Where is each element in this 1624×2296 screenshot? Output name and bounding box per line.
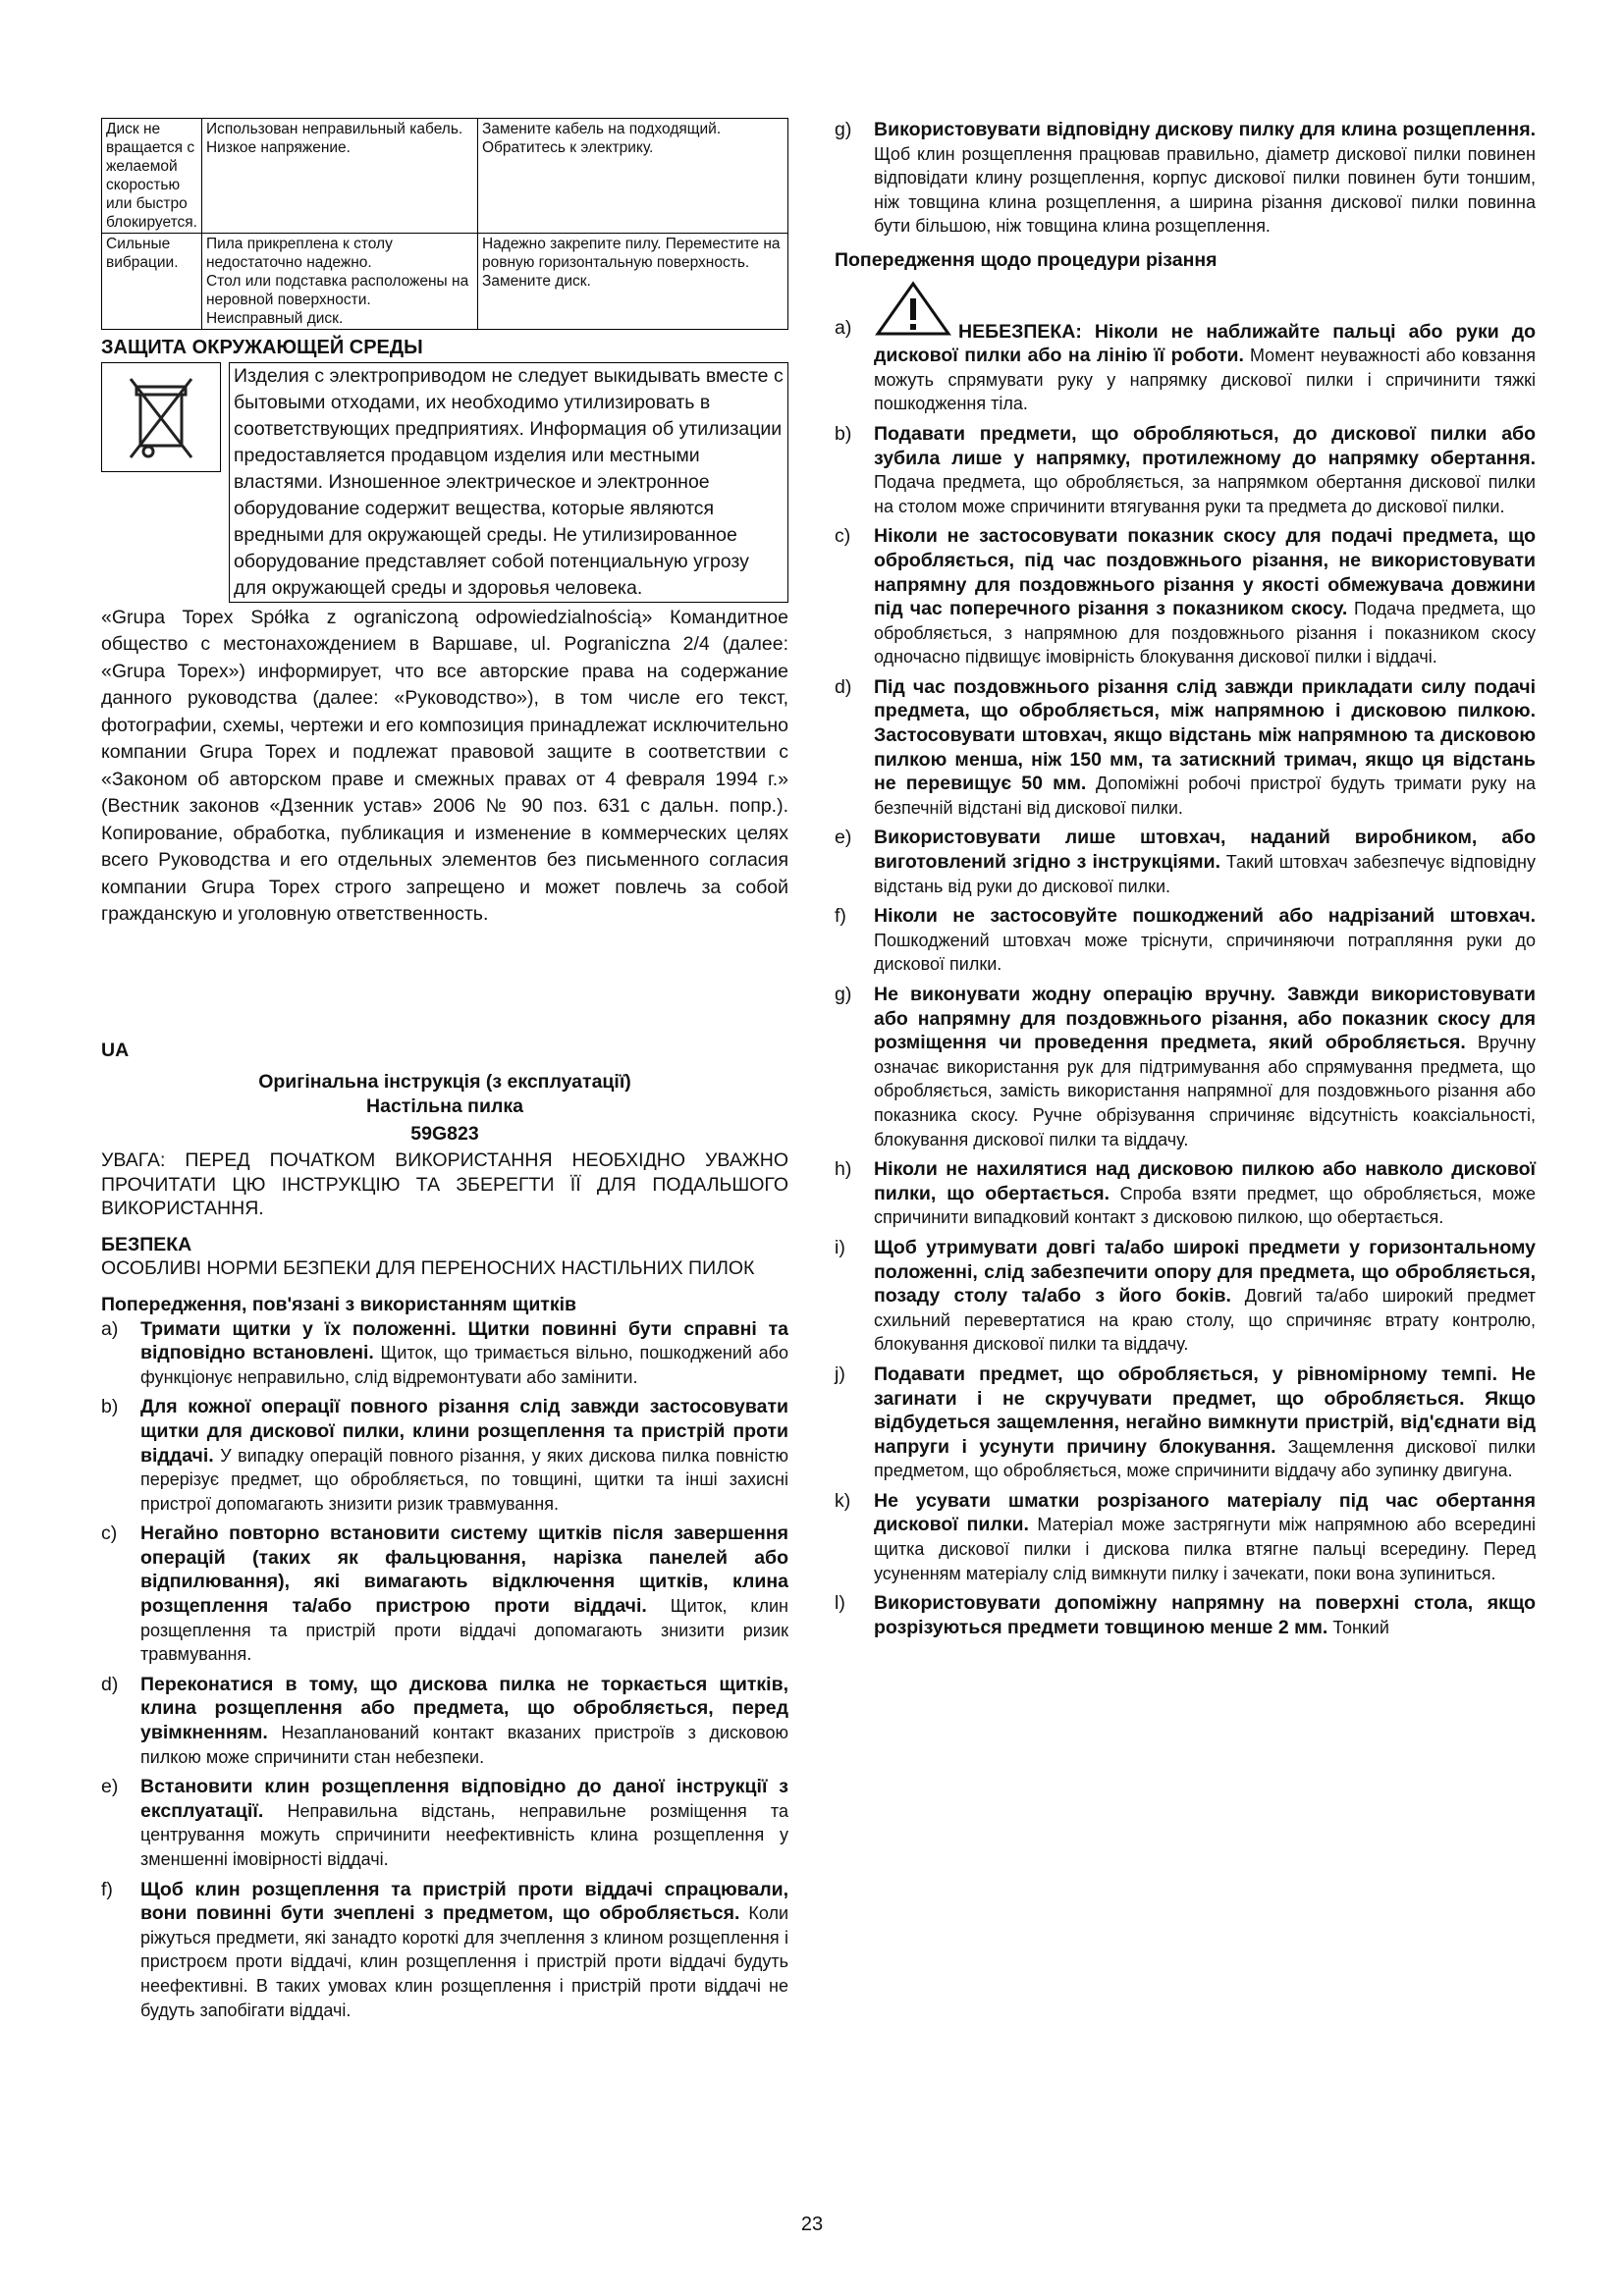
item-marker: d) <box>835 675 852 698</box>
read-warning: УВАГА: ПЕРЕД ПОЧАТКОМ ВИКОРИСТАННЯ НЕОБХІДНО УВАЖНО ПРОЧИТАТИ ЦЮ ІНСТРУКЦІЮ ТА ЗБЕРЕГТИ ЇЇ ДЛЯ ПОДАЛЬШОГО ВИКОРИСТАННЯ. <box>101 1148 788 1220</box>
item-marker: b) <box>101 1396 119 1418</box>
item-bold-text: Під час поздовжнього різання слід завжди прикладати силу подачі предмета, що обробляється, між напрямною і дисковою пилкою. Застосовувати штовхач, якщо відстань між напрямною та дисковою пилкою менша, ніж 150 мм, та затискний тримач, якщо ця відстань не перевищує 50 мм. <box>874 675 1536 795</box>
item-text: Спроба взяти предмет, що обробляється, може спричинити випадковий контакт з дисковою пилкою, що обертається. <box>874 1183 1536 1228</box>
environment-box <box>101 362 788 603</box>
environment-heading: ЗАЩИТА ОКРУЖАЮЩЕЙ СРЕДЫ <box>101 337 423 358</box>
item-text: Пошкоджений штовхач може тріснути, спричиняючи потрапляння руки до дискової пилки. <box>874 930 1536 975</box>
item-bold-text: Щоб утримувати довгі та/або широкі предмети у горизонтальному положенні, слід забезпечити опору для предмета, що обробляється, позаду столу та/або з його боків. <box>874 1236 1536 1308</box>
copyright-notice: «Grupa Topex Spółka z ograniczoną odpowiedzialnością» Командитное общество с местонахождением в Варшаве, ul. Pograniczna 2/4 (далее: «Grupa Topex») информирует, что все авторские права на содержание данного руководства (далее: «Руководство»), в том числе его текст, фотографии, схемы, чертежи и его композиция принадлежат исключительно компании Grupa Topex и подлежат правовой защите в соответствии с «Законом об авторском праве и смежных правах от 4 февраля 1994 г.» (Вестник законов «Дзенник устав» 2006 № 90 поз. 631 с дальн. попр.). Копирование, обработка, публикация и изменение в коммерческих целях всего Руководства и его отдельных элементов без письменного согласия компании Grupa Topex строго запрещено и может повлечь за собой гражданскую и уголовную ответственность. <box>101 606 788 926</box>
item-marker: c) <box>835 525 851 548</box>
manual-title: Оригінальна інструкція (з експлуатації) <box>258 1071 631 1094</box>
item-marker: g) <box>835 984 852 1005</box>
item-marker: d) <box>101 1673 119 1695</box>
warning-triangle-icon <box>874 281 952 345</box>
item-marker: h) <box>835 1158 852 1181</box>
environment-text: Изделия с электроприводом не следует выкидывать вместе с бытовыми отходами, их необходимо утилизировать в соответствующих предприятиях. Информация об утилизации предоставляется продавцом изделия или местными властями. Изношенное электрическое и электронное оборудование содержит вещества, которые являются вредными для окружающей среды. Не утилизированное оборудование представляет собой потенциальную угрозу для окружающей среды и здоровья человека. <box>229 362 788 603</box>
table-cell: Пила прикреплена к столу недостаточно надежно. Стол или подставка расположены на неровной поверхности. Неисправный диск. <box>201 234 477 330</box>
item-text: Коли ріжуться предмети, які занадто короткі для зчеплення з клином розщеплення і пристроєм проти віддачі, клин розщеплення і пристрій проти віддачі будуть неефективні. В таких умовах клин розщеплення і пристрій проти віддачі не будуть запобігати віддачі. <box>140 1903 788 2020</box>
item-marker: i) <box>835 1236 845 1258</box>
list-item <box>835 1157 1536 1230</box>
list-item <box>835 1236 1536 1357</box>
item-text: Вручну означає використання рук для підтримування або спрямування предмета, що обробляється, замість використання напрямної для поздовжнього різання або показника скосу. Ручне обрізування спричиняє відсутність коаксіальності, блокування дискової пилки та віддачу. <box>874 1033 1536 1149</box>
table-cell: Замените кабель на подходящий. Обратитесь к электрику. <box>477 119 787 234</box>
item-marker: g) <box>835 119 852 140</box>
list-item <box>835 524 1536 669</box>
item-bold-text: Не виконувати жодну операцію вручну. Завжди використовувати або напрямну для поздовжнього різання, або показник скосу для розміщення чи проведення предмета, який обробляється. <box>874 984 1536 1054</box>
list-item <box>101 1395 788 1516</box>
item-text: Щиток, клин розщеплення та пристрій проти віддачі допомагають знизити ризик травмування. <box>140 1596 788 1665</box>
cutting-list <box>835 422 1536 1640</box>
item-marker: e) <box>101 1776 119 1798</box>
item-text: Щиток, що тримається вільно, пошкоджений або функціонує неправильно, слід відремонтувати або замінити. <box>140 1343 788 1387</box>
table-row <box>102 119 788 234</box>
item-marker: j) <box>835 1362 845 1385</box>
item-bold-text: Використовувати відповідну дискову пилку для клина розщеплення. <box>874 119 1536 140</box>
list-item <box>835 1591 1536 1639</box>
cutting-heading: Попередження щодо процедури різання <box>835 248 1218 271</box>
table-cell: Сильные вибрации. <box>102 234 202 330</box>
item-marker: b) <box>835 422 852 445</box>
list-item <box>101 1775 788 1871</box>
right-column <box>835 118 1536 1645</box>
list-item <box>835 422 1536 518</box>
list-item <box>835 1362 1536 1483</box>
list-item <box>835 1489 1536 1585</box>
troubleshooting-table <box>101 118 788 330</box>
item-text: Допоміжні робочі пристрої будуть тримати руку на безпечній відстані від дискової пилки. <box>874 774 1536 818</box>
item-text: Матеріал може застрягнути між напрямною або всередині щитка дискової пилки і дискова пилка втягне пальці всередину. Перед усуненням матеріалу слід вимкнути пилку і зачекати, поки вона зупиниться. <box>874 1515 1536 1583</box>
item-text: Такий штовхач забезпечує відповідну відстань від руки до дискової пилки. <box>874 852 1536 896</box>
item-bold-text: Подавати предмети, що обробляються, до дискової пилки або зубила лише у напрямку, протилежному до напрямку обертання. <box>874 422 1536 469</box>
item-marker: c) <box>101 1522 118 1545</box>
item-bold-text: Переконатися в тому, що дискова пилка не торкається щитків, клина розщеплення або предмета, що обробляється, перед увімкненням. <box>140 1673 788 1744</box>
item-marker: k) <box>835 1489 851 1512</box>
item-bold-text: Ніколи не нахилятися над дисковою пилкою або навколо дискової пилки, що обертається. <box>874 1158 1536 1204</box>
item-marker: a) <box>835 316 852 339</box>
item-text: Щоб клин розщеплення працював правильно, діаметр дискової пилки повинен відповідати клину розщеплення, корпус дискової пилки повинен бути тоншим, ніж товщина клина розщеплення, а ширина різання дискової пилки повинна бути більшою, ніж товщина клина розщеплення. <box>874 143 1536 237</box>
page-number: 23 <box>800 2214 824 2235</box>
item-bold-text: Негайно повторно встановити систему щитків після завершення операцій (таких як фальцювання, нарізка панелей або відпилювання), які вимагають відключення щитків, клина розщеплення та/або пристрою проти віддачі. <box>140 1522 788 1618</box>
table-cell: Использован неправильный кабель. Низкое напряжение. <box>201 119 477 234</box>
guards-list-continued <box>835 118 1536 239</box>
list-item <box>101 1673 788 1769</box>
item-bold-text: Встановити клин розщеплення відповідно до даної інструкції з експлуатації. <box>140 1776 788 1822</box>
item-bold-text: Ніколи не застосовуйте пошкоджений або надрізаний штовхач. <box>874 905 1536 928</box>
list-item <box>101 1317 788 1390</box>
item-marker: l) <box>835 1592 845 1615</box>
list-item <box>835 675 1536 821</box>
item-bold-text: Ніколи не застосовувати показник скосу для подачі предмета, що обробляється, під час поздовжнього різання, не використовувати напрямну для поздовжнього різання у якості обмежувача довжини під час поперечного різання з показником скосу. <box>874 525 1536 620</box>
item-marker: e) <box>835 827 852 849</box>
item-bold-text: Тримати щитки у їх положенні. Щитки повинні бути справні та відповідно встановлені. <box>140 1317 788 1364</box>
list-item <box>835 983 1536 1151</box>
item-bold-text: Не усувати шматки розрізаного матеріалу під час обертання дискової пилки. <box>874 1489 1536 1536</box>
item-text: У випадку операцій повного різання, у яких дискова пилка повністю перерізує предмет, що обробляється, по товщині, щитки та інші захисні пристрої допомагають знизити ризик травмування. <box>140 1445 788 1514</box>
list-item <box>835 826 1536 898</box>
item-bold-text: Для кожної операції повного різання слід завжди застосовувати щитки для дискової пилки, клини розщеплення та пристрій проти віддачі. <box>140 1396 788 1467</box>
model-number: 59G823 <box>410 1123 479 1146</box>
item-text: Неправильна відстань, неправильне розміщення та центрування можуть спричинити неефективність клина розщеплення у зменшенні імовірності віддачі. <box>140 1800 788 1869</box>
guards-heading: Попередження, пов'язані з використанням щитків <box>101 1293 577 1315</box>
crossed-out-bin-icon <box>101 362 221 472</box>
item-text: Довгий та/або широкий предмет схильний перевертатися на краю столу, що спричиняє втрату контролю, блокування дискової пилки та віддачу. <box>874 1286 1536 1355</box>
guards-list <box>101 1317 788 2023</box>
item-bold-text: Щоб клин розщеплення та пристрій проти віддачі спрацювали, вони повинні бути зчеплені з предметом, що обробляється. <box>140 1878 788 1925</box>
item-text: Подача предмета, що обробляється, за напрямком обертання дискової пилки на столом може спричинити втягування руки та предмета до дискової пилки. <box>874 472 1536 516</box>
table-cell: Диск не вращается с желаемой скоростью или быстро блокируется. <box>102 119 202 234</box>
list-item <box>835 118 1536 239</box>
language-code: UA <box>101 1039 130 1061</box>
safety-heading: БЕЗПЕКА <box>101 1233 192 1255</box>
item-text: Защемлення дискової пилки предметом, що обробляється, може спричинити віддачу або зупинку двигуна. <box>874 1436 1536 1481</box>
item-marker: f) <box>101 1878 113 1900</box>
item-bold-text: Використовувати лише штовхач, наданий виробником, або виготовлений згідно з інструкціями. <box>874 827 1536 874</box>
table-cell: Надежно закрепите пилу. Переместите на ровную горизонтальную поверхность. Замените диск. <box>477 234 787 330</box>
item-marker: a) <box>101 1317 119 1340</box>
list-item <box>101 1878 788 2023</box>
item-marker: f) <box>835 905 846 928</box>
list-item <box>835 904 1536 977</box>
item-text: Незапланований контакт вказаних пристроїв з дисковою пилкою може спричинити стан небезпеки. <box>140 1723 788 1767</box>
list-item <box>101 1522 788 1667</box>
table-row <box>102 234 788 330</box>
left-column <box>101 118 788 2028</box>
item-bold-text: Використовувати допоміжну напрямну на поверхні стола, якщо розрізуються предмети товщиною менше 2 мм. <box>874 1592 1536 1638</box>
item-text: Подача предмета, що обробляється, з напрямною для поздовжнього різання і показником скосу одночасно підвищує імовірність блокування дискової пилки і віддачі. <box>874 599 1536 667</box>
list-item <box>835 281 1536 416</box>
danger-text: Момент неуважності або ковзання можуть спрямувати руку у напрямку дискової пилки і спричинити тяжкі пошкодження тіла. <box>874 346 1537 414</box>
danger-bold-text: НЕБЕЗПЕКА: Ніколи не наближайте пальці або руки до дискової пилки або на лінію її роботи. <box>874 320 1536 367</box>
product-name: Настільна пилка <box>366 1095 523 1117</box>
item-text: Тонкий <box>1327 1617 1389 1637</box>
special-rules-heading: ОСОБЛИВІ НОРМИ БЕЗПЕКИ ДЛЯ ПЕРЕНОСНИХ НАСТІЛЬНИХ ПИЛОК <box>101 1257 755 1280</box>
item-bold-text: Подавати предмет, що обробляється, у рівномірному темпі. Не загинати і не скручувати предмет, що обробляється. Якщо відбудеться защемлення, негайно вимкнути пристрій, від'єднати від напруги і усунути причину блокування. <box>874 1362 1536 1458</box>
